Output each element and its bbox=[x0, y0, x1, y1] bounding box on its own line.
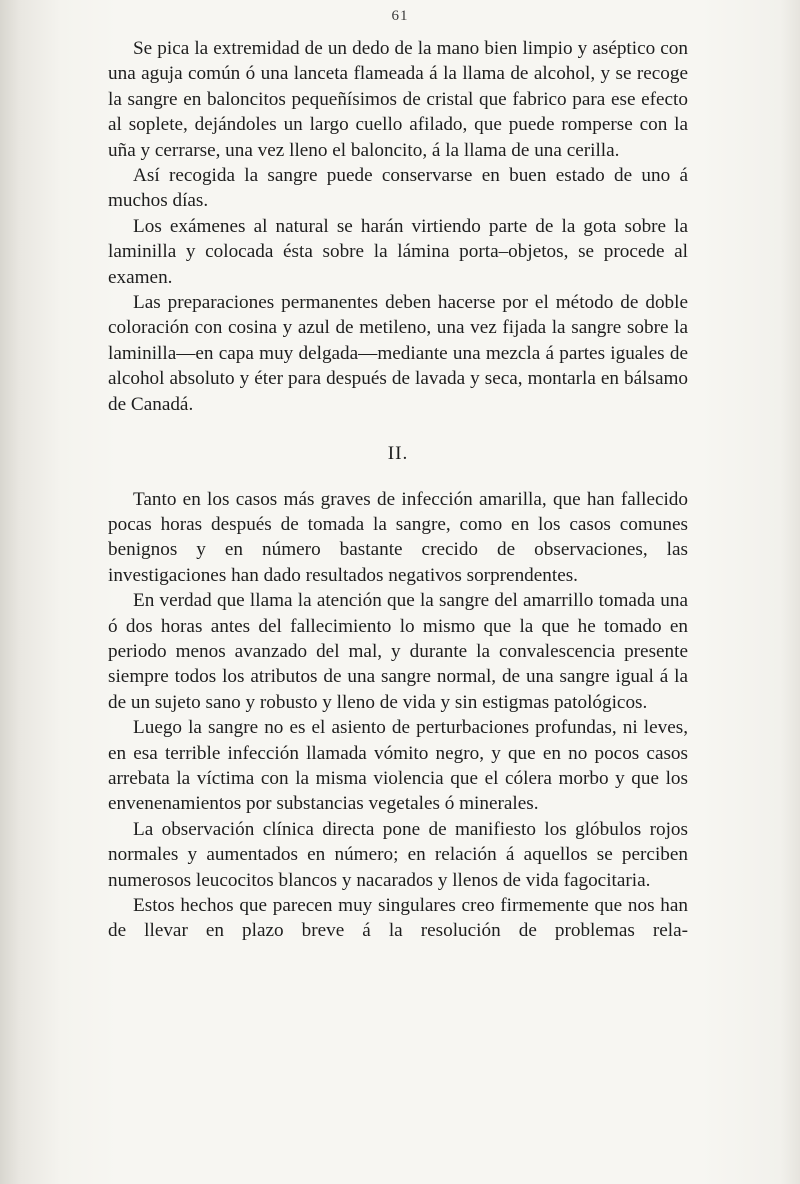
paragraph: Los exámenes al natural se harán virtiendo parte de la gota sobre la laminilla y colocada ésta sobre la lámina porta–objetos, se procede al examen. bbox=[108, 215, 688, 288]
paragraph: En verdad que llama la atención que la sangre del amarrillo tomada una ó dos horas antes del fallecimiento lo mismo que la que he tomado en periodo menos avanzado del mal, y durante la convalescencia presente siempre todos los atributos de una sangre normal, de una sangre igual á la de un sujeto sano y robusto y lleno de vida y sin estigmas patológicos. bbox=[108, 590, 688, 713]
paragraph: Las preparaciones permanentes deben hacerse por el método de doble coloración con cosina y azul de metileno, una vez fijada la sangre sobre la laminilla—en capa muy delgada—mediante una mezcla á partes iguales de alcohol absoluto y éter para después de lavada y seca, montarla en bálsamo de Canadá. bbox=[108, 292, 688, 415]
paragraph: Se pica la extremidad de un dedo de la mano bien limpio y aséptico con una aguja común ó una lanceta flameada á la llama de alcohol, y se recoge la sangre en baloncitos pequeñísimos de cristal que fabrico para ese efecto al soplete, dejándoles un largo cuello afilado, que puede romperse con la uña y cerrarse, una vez lleno el baloncito, á la llama de una cerilla. bbox=[108, 38, 688, 161]
body-text bbox=[108, 36, 688, 944]
paragraph: La observación clínica directa pone de manifiesto los glóbulos rojos normales y aumentados en número; en relación á aquellos se perciben numerosos leucocitos blancos y nacarados y llenos de vida fagocitaria. bbox=[108, 818, 688, 891]
page-number: 61 bbox=[391, 8, 409, 24]
paragraph: Estos hechos que parecen muy singulares creo firmemente que nos han de llevar en plazo breve á la resolución de problemas rela- bbox=[108, 895, 688, 942]
paragraph: Luego la sangre no es el asiento de perturbaciones profundas, ni leves, en esa terrible infección llamada vómito negro, y que en no pocos casos arrebata la víctima con la misma violencia que el cólera morbo y que los envenenamientos por substancias vegetales ó minerales. bbox=[108, 717, 688, 815]
paragraph: Tanto en los casos más graves de infección amarilla, que han fallecido pocas horas después de tomada la sangre, como en los casos comunes benignos y en número bastante crecido de observaciones, las investigaciones han dado resultados negativos sorprendentes. bbox=[108, 488, 688, 586]
paragraph: Así recogida la sangre puede conservarse en buen estado de uno á muchos días. bbox=[108, 165, 688, 212]
section-heading: II. bbox=[387, 443, 409, 465]
